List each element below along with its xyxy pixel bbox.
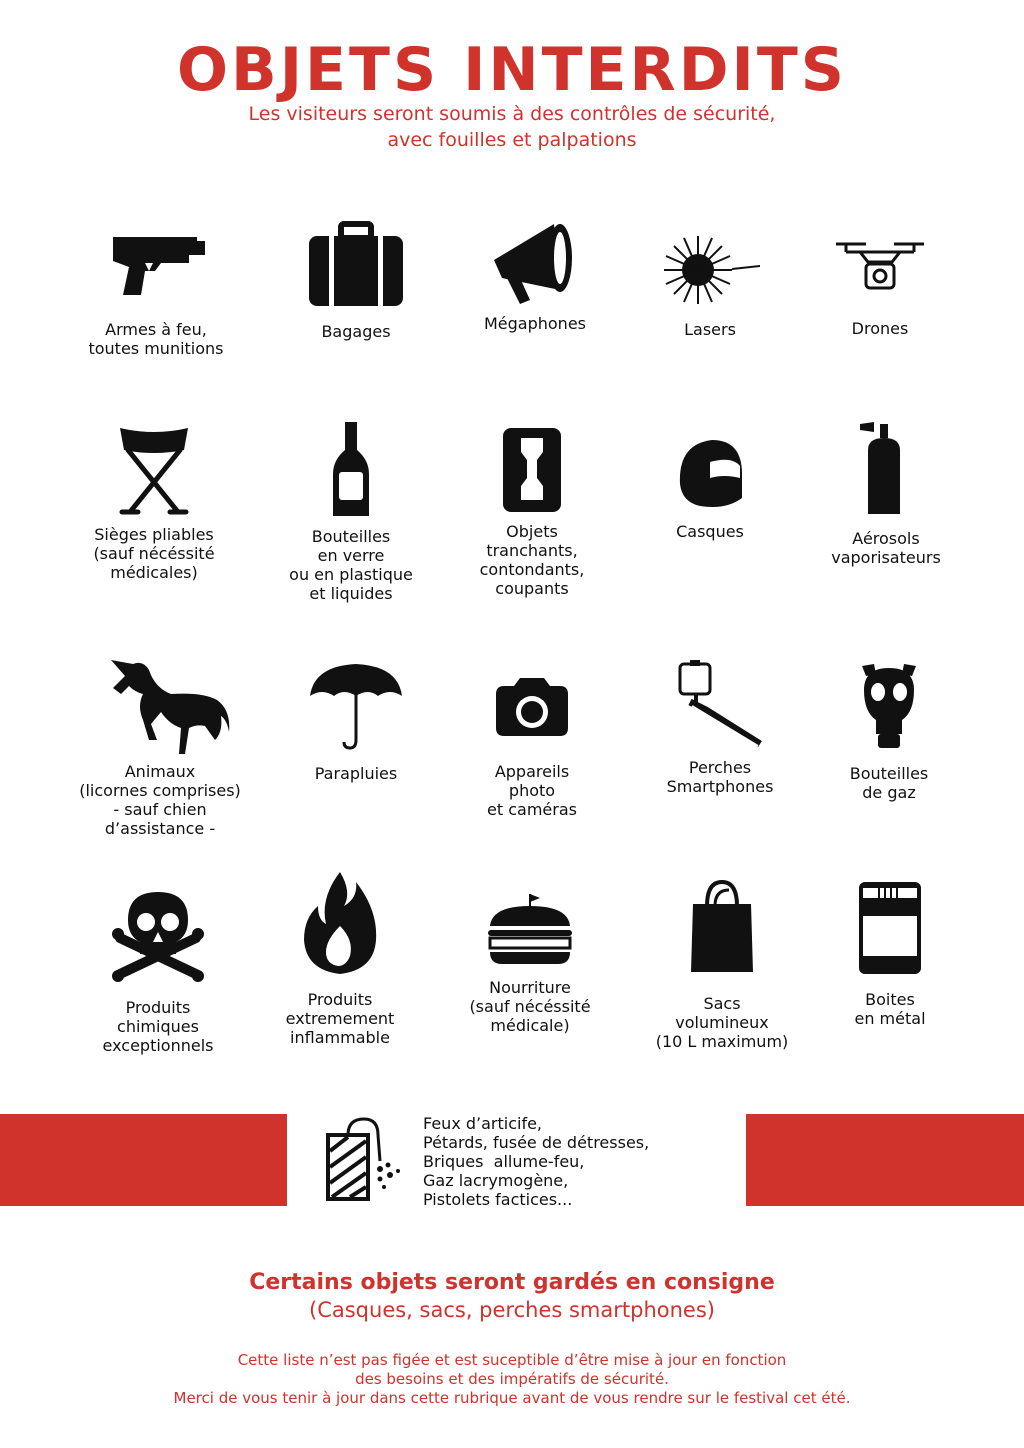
razor-blade-icon	[497, 424, 567, 514]
item-bouteilles-verre	[251, 420, 451, 603]
list-item: Pétards, fusée de détresses,	[423, 1133, 650, 1152]
skull-crossbones-icon	[110, 888, 206, 982]
subtitle	[0, 101, 1024, 153]
list-item: Gaz lacrymogène,	[423, 1171, 569, 1190]
bottle-icon	[321, 420, 381, 520]
item-label: Sacs volumineux (10 L maximum)	[655, 994, 789, 1051]
gas-mask-icon	[854, 660, 924, 750]
item-label: Aérosols vaporisateurs	[831, 529, 941, 567]
subtitle-line: Les visiteurs seront soumis à des contrôles de sécurité,	[248, 103, 776, 125]
unicorn-icon	[85, 654, 235, 758]
item-label: Mégaphones	[483, 314, 586, 333]
burger-icon	[484, 892, 576, 966]
red-band-left	[0, 1114, 287, 1206]
item-label: Lasers	[684, 320, 736, 339]
item-label: Objets tranchants, contondants, coupants	[479, 522, 585, 598]
item-bagages	[256, 220, 456, 341]
list-item: Briques allume-feu,	[423, 1152, 585, 1171]
firecracker-icon	[318, 1115, 404, 1205]
extra-forbidden-list	[423, 1114, 649, 1209]
item-label: Bagages	[321, 322, 391, 341]
item-produits-inflammables	[240, 870, 440, 1047]
red-band-right	[746, 1114, 1024, 1206]
item-produits-chimiques	[58, 888, 258, 1055]
item-label: Bouteilles en verre ou en plastique et liquides	[289, 527, 413, 603]
note-line: des besoins et des impératifs de sécurité.	[355, 1370, 669, 1388]
subtitle-line: avec fouilles et palpations	[387, 129, 637, 151]
item-label: Boites en métal	[854, 990, 926, 1028]
item-sieges	[54, 422, 254, 582]
item-label: Bouteilles de gaz	[849, 764, 929, 802]
list-item: Pistolets factices...	[423, 1190, 573, 1209]
note-line: Merci de vous tenir à jour dans cette rubrique avant de vous rendre sur le festival cet été.	[173, 1389, 851, 1407]
item-boites-metal	[790, 878, 990, 1028]
item-megaphones	[435, 214, 635, 333]
item-label: Casques	[676, 522, 744, 541]
item-label: Appareils photo et caméras	[487, 762, 577, 819]
item-animaux	[60, 654, 260, 838]
helmet-icon	[670, 434, 750, 514]
item-drones	[780, 234, 980, 338]
aerosol-icon	[856, 420, 916, 520]
item-label: Parapluies	[314, 764, 398, 783]
item-label: Armes à feu, toutes munitions	[88, 320, 224, 358]
item-label: Produits extremement inflammable	[285, 990, 395, 1047]
list-item: Feux d’articife,	[423, 1114, 543, 1133]
item-label: Drones	[851, 319, 909, 338]
consigne-title: Certains objets seront gardés en consigne	[249, 1270, 775, 1295]
gun-icon	[101, 225, 211, 315]
item-appareils-photo	[432, 672, 632, 819]
consigne-subtitle: (Casques, sacs, perches smartphones)	[309, 1298, 715, 1322]
item-parapluies	[256, 660, 456, 783]
drone-icon	[830, 234, 930, 314]
item-bouteilles-gaz	[789, 660, 989, 802]
item-label: Animaux (licornes comprises) - sauf chien d’assistance -	[79, 762, 241, 838]
folding-stool-icon	[104, 422, 204, 517]
fire-icon	[300, 870, 380, 976]
metal-can-icon	[855, 878, 925, 978]
page-title: OBJETS INTERDITS	[176, 35, 847, 105]
suitcase-icon	[301, 220, 411, 310]
item-label: Nourriture (sauf nécéssité médicale)	[469, 978, 591, 1035]
item-nourriture	[430, 892, 630, 1035]
item-aerosols	[786, 420, 986, 567]
laser-icon	[660, 228, 760, 312]
item-objets-tranchants	[432, 424, 632, 598]
item-casques	[610, 434, 810, 541]
camera-icon	[492, 672, 572, 742]
item-label: Sièges pliables (sauf nécéssité médicales)	[93, 525, 215, 582]
megaphone-icon	[480, 214, 590, 308]
item-label: Produits chimiques exceptionnels	[102, 998, 214, 1055]
umbrella-icon	[306, 660, 406, 752]
note-line: Cette liste n’est pas figée et est suceptible d’être mise à jour en fonction	[237, 1351, 787, 1369]
footer-note	[0, 1351, 1024, 1408]
shopping-bag-icon	[687, 878, 757, 974]
selfie-stick-icon	[670, 658, 770, 750]
item-armes	[56, 225, 256, 358]
item-label: Perches Smartphones	[666, 758, 774, 796]
